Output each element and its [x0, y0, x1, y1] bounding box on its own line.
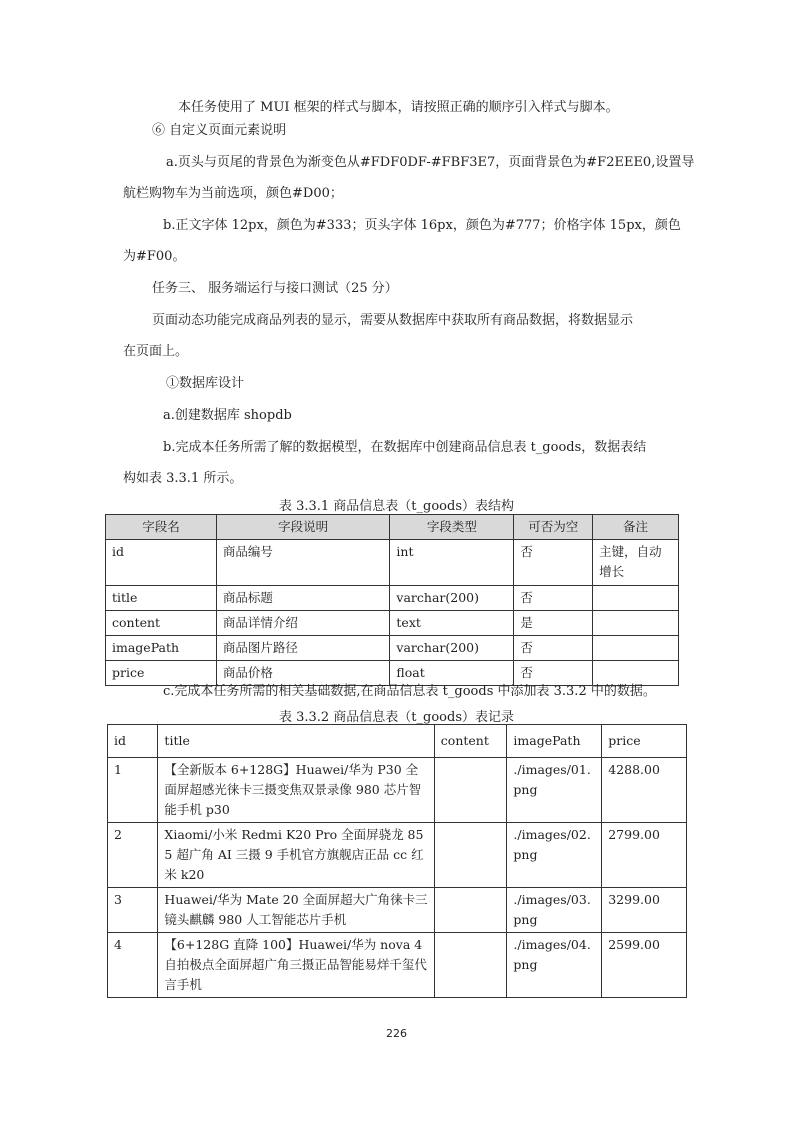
- table-row: [106, 586, 679, 611]
- table-row: [106, 636, 679, 661]
- paragraph-header-footer-colors: a.页头与页尾的背景色为渐变色从#FDF0DF-#FBF3E7，页面背景色为#F2EEE0,设置导: [166, 155, 695, 170]
- table-cell: 2799.00: [602, 823, 687, 888]
- paragraph-header-footer-colors-cont: 航栏购物车为当前选项，颜色#D00；: [123, 186, 343, 201]
- table-cell: 商品编号: [216, 540, 390, 586]
- paragraph-basic-data: c.完成本任务所需的相关基础数据,在商品信息表 t_goods 中添加表 3.3.2 中的数据。: [163, 684, 656, 699]
- header-cell: price: [602, 725, 687, 758]
- table-cell: 否: [514, 661, 593, 686]
- table-row: [108, 888, 687, 933]
- table-cell: [593, 636, 679, 661]
- table-cell: price: [106, 661, 217, 686]
- table-cell: 商品标题: [216, 586, 390, 611]
- table-cell: content: [106, 611, 217, 636]
- table-cell: [434, 758, 507, 823]
- table-cell: id: [106, 540, 217, 586]
- table-cell: ./images/02.png: [507, 823, 602, 888]
- table-cell: [593, 586, 679, 611]
- table-cell: 否: [514, 586, 593, 611]
- page-number: 226: [386, 1027, 407, 1040]
- table-cell: Huawei/华为 Mate 20 全面屏超大广角徕卡三镜头麒麟 980 人工智能芯片手机: [158, 888, 434, 933]
- table-cell: 商品价格: [216, 661, 390, 686]
- table-cell: Xiaomi/小米 Redmi K20 Pro 全面屏骁龙 855 超广角 AI 三摄 9 手机官方旗舰店正品 cc 红米 k20: [158, 823, 434, 888]
- section-heading-custom-elements: ⑥ 自定义页面元素说明: [152, 123, 287, 138]
- table-cell: 3299.00: [602, 888, 687, 933]
- header-cell: id: [108, 725, 158, 758]
- table-cell: [593, 611, 679, 636]
- header-cell: 字段说明: [216, 515, 390, 540]
- table-cell: 否: [514, 636, 593, 661]
- table-cell: title: [106, 586, 217, 611]
- table-cell: 1: [108, 758, 158, 823]
- section-heading-db-design: ①数据库设计: [166, 376, 245, 391]
- header-cell: 备注: [593, 515, 679, 540]
- table-header-row: [108, 725, 687, 758]
- table-cell: 【6+128G 直降 100】Huawei/华为 nova 4 自拍极点全面屏超广角三摄正品智能易烊千玺代言手机: [158, 933, 434, 998]
- table1-caption: 表 3.3.1 商品信息表（t_goods）表结构: [278, 499, 515, 514]
- task-three-heading: 任务三、 服务端运行与接口测试（25 分）: [152, 281, 398, 296]
- table-structure: [105, 514, 679, 686]
- table-cell: ./images/01.png: [507, 758, 602, 823]
- table-cell: 否: [514, 540, 593, 586]
- table-cell: 4: [108, 933, 158, 998]
- paragraph-dynamic-list: 页面动态功能完成商品列表的显示，需要从数据库中获取所有商品数据，将数据显示: [152, 313, 634, 328]
- table2-caption: 表 3.3.2 商品信息表（t_goods）表记录: [278, 710, 515, 725]
- table-cell: 【全新版本 6+128G】Huawei/华为 P30 全面屏超感光徕卡三摄变焦双景录像 980 芯片智能手机 p30: [158, 758, 434, 823]
- table-cell: ./images/03.png: [507, 888, 602, 933]
- table-row: [106, 611, 679, 636]
- paragraph-font-sizes-cont: 为#F00。: [123, 249, 186, 264]
- header-cell: content: [434, 725, 507, 758]
- table-row: [106, 661, 679, 686]
- table-cell: float: [390, 661, 514, 686]
- header-cell: title: [158, 725, 434, 758]
- table-cell: [434, 823, 507, 888]
- table-cell: 2599.00: [602, 933, 687, 998]
- table-row: [108, 823, 687, 888]
- table-cell: ./images/04.png: [507, 933, 602, 998]
- header-cell: 字段类型: [390, 515, 514, 540]
- table-cell: text: [390, 611, 514, 636]
- header-cell: imagePath: [507, 725, 602, 758]
- table-cell: [434, 888, 507, 933]
- paragraph-data-model: b.完成本任务所需了解的数据模型，在数据库中创建商品信息表 t_goods，数据表结: [163, 440, 647, 455]
- table-row: [108, 758, 687, 823]
- table-cell: 商品详情介绍: [216, 611, 390, 636]
- table-cell: [593, 661, 679, 686]
- table-cell: [434, 933, 507, 998]
- paragraph-dynamic-list-cont: 在页面上。: [123, 344, 189, 359]
- table-cell: imagePath: [106, 636, 217, 661]
- table-cell: 商品图片路径: [216, 636, 390, 661]
- table-row: [106, 540, 679, 586]
- table-cell: 4288.00: [602, 758, 687, 823]
- table-records: [107, 724, 687, 998]
- table-cell: 是: [514, 611, 593, 636]
- paragraph-mui-intro: 本任务使用了 MUI 框架的样式与脚本，请按照正确的顺序引入样式与脚本。: [178, 100, 619, 115]
- paragraph-font-sizes: b.正文字体 12px，颜色为#333；页头字体 16px，颜色为#777；价格字体 15px，颜色: [163, 218, 681, 233]
- table-row: [108, 933, 687, 998]
- table-header-row: [106, 515, 679, 540]
- paragraph-create-db: a.创建数据库 shopdb: [163, 408, 292, 423]
- table-cell: 主键，自动增长: [593, 540, 679, 586]
- table-cell: varchar(200): [390, 636, 514, 661]
- table-cell: int: [390, 540, 514, 586]
- table-cell: 2: [108, 823, 158, 888]
- table-cell: varchar(200): [390, 586, 514, 611]
- header-cell: 字段名: [106, 515, 217, 540]
- header-cell: 可否为空: [514, 515, 593, 540]
- paragraph-data-model-cont: 构如表 3.3.1 所示。: [123, 471, 243, 486]
- table-cell: 3: [108, 888, 158, 933]
